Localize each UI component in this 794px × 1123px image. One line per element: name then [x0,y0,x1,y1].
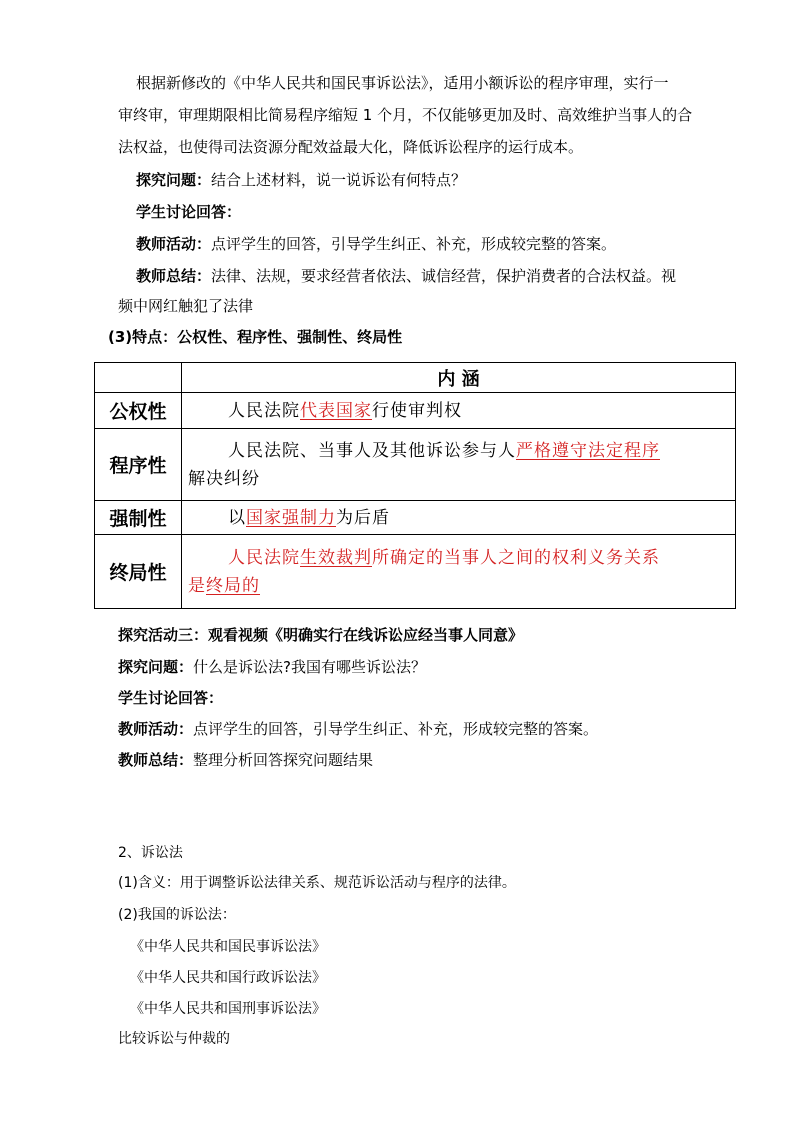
question-2 [118,652,718,683]
table-header-meaning: 内 涵 [182,363,736,393]
row-text: 以 [228,507,246,528]
row-text: 解决纠纷 [188,468,260,489]
row-key-text: 生效裁判 [300,547,372,568]
teacher-activity-text: 点评学生的回答，引导学生纠正、补充，形成较完整的答案。 [193,720,599,738]
intro-line-1: 根据新修改的《中华人民共和国民事诉讼法》，适用小额诉讼的程序审理，实行一 [136,74,669,92]
table-row [95,501,736,535]
table-row [95,393,736,429]
row-name: 公权性 [95,393,182,429]
intro-line-3: 法权益，也使得司法资源分配效益最大化，降低诉讼程序的运行成本。 [118,138,584,156]
question-1 [136,165,736,196]
teacher-summary-1-cont: 频中网红触犯了法律 [118,297,254,315]
table-row [95,535,736,609]
row-name: 强制性 [95,501,182,535]
discussion-1: 学生讨论回答： [136,203,242,221]
teacher-activity-label: 教师活动： [136,235,212,253]
row-text: 人民法院 [228,400,300,421]
law-item: 《中华人民共和国行政诉讼法》 [130,970,326,986]
teacher-summary-label: 教师总结： [136,267,212,285]
question-text: 什么是诉讼法?我国有哪些诉讼法？ [193,658,426,676]
row-key-text: 国家强制力 [246,507,336,528]
law-item: 《中华人民共和国刑事诉讼法》 [130,1001,326,1017]
teacher-activity-2 [118,714,718,745]
row-content [182,535,736,609]
teacher-activity-label: 教师活动： [118,720,194,738]
row-text: 是 [188,575,206,596]
table-header-empty [95,363,182,393]
row-content [182,393,736,429]
feature-title: (3)特点：公权性、程序性、强制性、终局性 [108,328,403,346]
section-2-ours: (2)我国的诉讼法： [118,907,236,923]
table-header-row [95,363,736,393]
teacher-activity-1 [136,229,736,260]
features-table [94,362,736,609]
row-key-text: 代表国家 [300,400,372,421]
law-item: 《中华人民共和国民事诉讼法》 [130,939,326,955]
row-key-text: 终局的 [206,575,260,596]
section-2-title: 2、诉讼法 [118,845,183,861]
row-text: 人民法院 [228,547,300,568]
teacher-summary-text: 法律、法规，要求经营者依法、诚信经营，保护消费者的合法权益。视 [211,267,677,285]
row-content [182,429,736,501]
activity-3: 探究活动三：观看视频《明确实行在线诉讼应经当事人同意》 [118,626,524,644]
row-text: 为后盾 [336,507,390,528]
row-name: 程序性 [95,429,182,501]
teacher-summary-label: 教师总结： [118,751,194,769]
row-text: 所确定的当事人之间的权利义务关系 [372,547,660,568]
section-2-compare: 比较诉讼与仲裁的 [118,1031,230,1047]
question-label: 探究问题： [118,658,194,676]
section-2-meaning: (1)含义：用于调整诉讼法律关系、规范诉讼活动与程序的法律。 [118,875,516,891]
question-text: 结合上述材料，说一说诉讼有何特点？ [211,171,467,189]
teacher-summary-1 [136,261,736,292]
row-content [182,501,736,535]
row-key-text: 严格遵守法定程序 [516,440,660,461]
intro-line-2: 审终审，审理期限相比简易程序缩短 1 个月，不仅能够更加及时、高效维护当事人的合 [118,106,693,124]
teacher-summary-text: 整理分析回答探究问题结果 [193,751,374,769]
table-row [95,429,736,501]
teacher-activity-text: 点评学生的回答，引导学生纠正、补充，形成较完整的答案。 [211,235,617,253]
question-label: 探究问题： [136,171,212,189]
discussion-2: 学生讨论回答： [118,689,224,707]
row-text: 人民法院、当事人及其他诉讼参与人 [228,440,516,461]
row-text: 行使审判权 [372,400,462,421]
teacher-summary-2 [118,745,718,776]
row-name: 终局性 [95,535,182,609]
